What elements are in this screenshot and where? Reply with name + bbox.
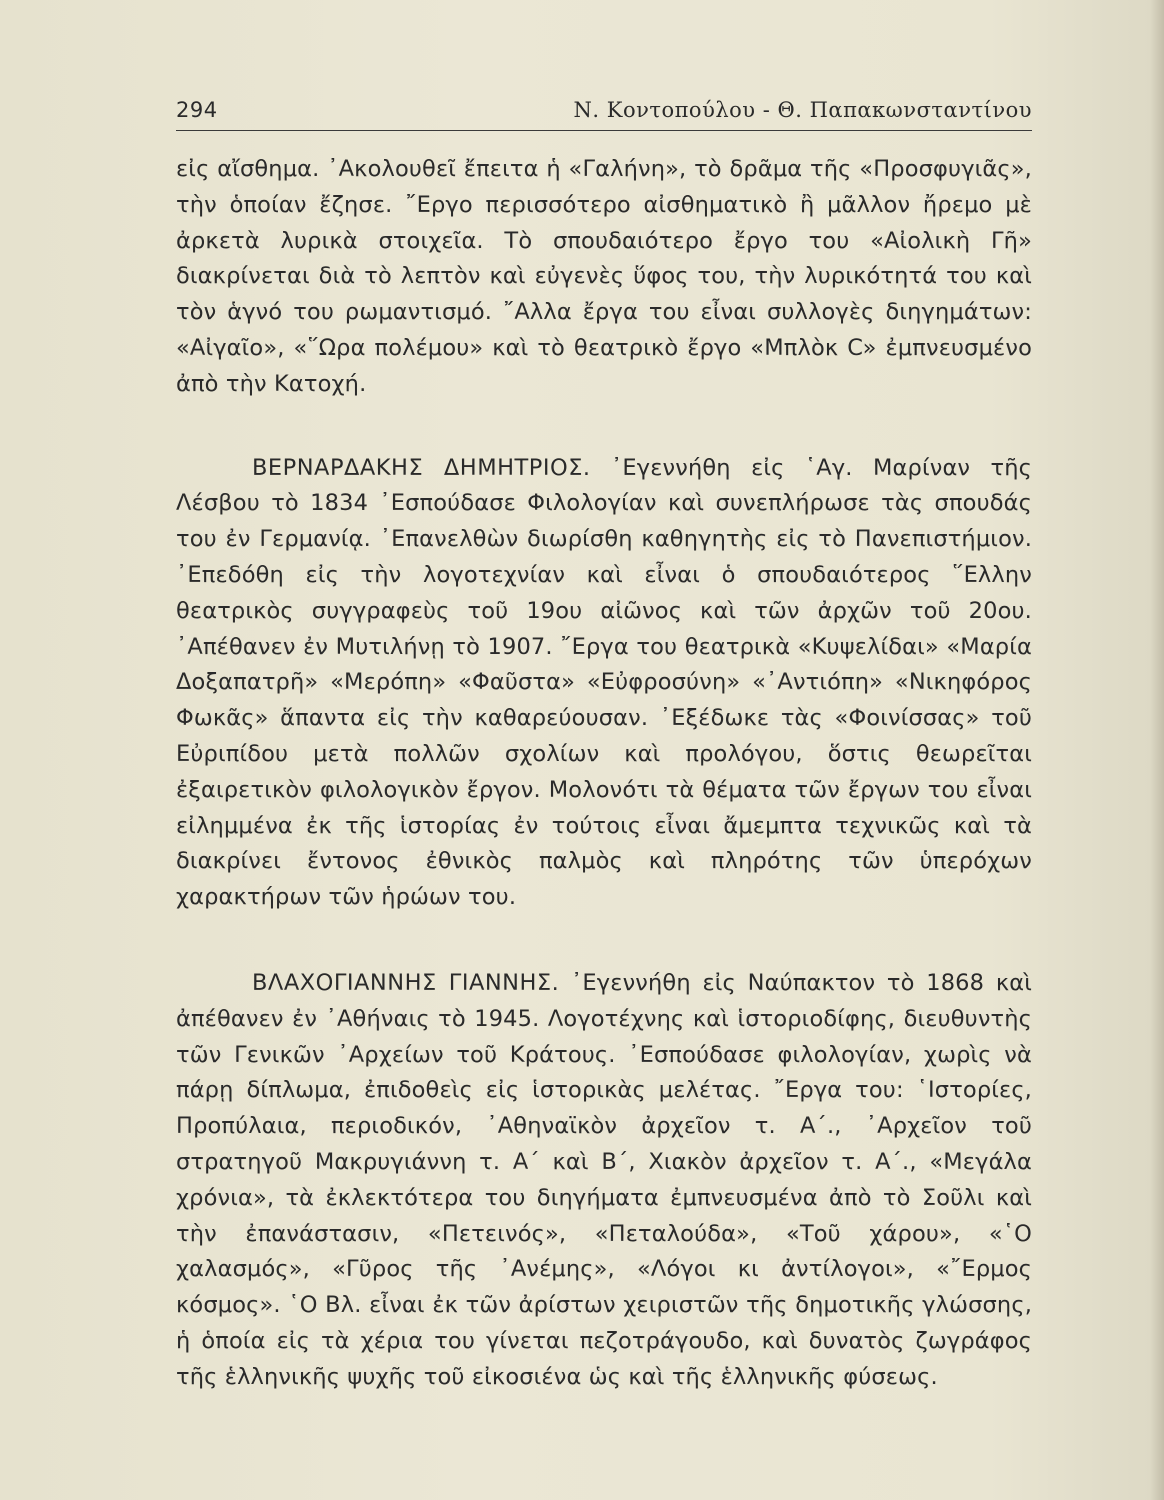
entry-name: ΒΕΡΝΑΡΔΑΚΗΣ ΔΗΜΗΤΡΙΟΣ. [252, 454, 591, 481]
paragraph-text: εἰς αἴσθημα. ᾿Ακολουθεῖ ἔπειτα ἡ «Γαλήνη», τὸ δρᾶμα τῆς «Προσφυγιᾶς», τὴν ὁποίαν ἔζησε. ῎Εργο περισσότερο αἰσθηματικὸ ἢ μᾶλλον ἤρεμο μὲ ἀρκετὰ λυρικὰ στοιχεῖα. Τὸ σπουδαιότερο ἔργο του «Αἰολικὴ Γῆ» διακρίνεται διὰ τὸ λεπτὸν καὶ εὐγενὲς ὕφος του, τὴν λυρικότητά του καὶ τὸν ἁγνό του ρωμαντισμό. ῎Αλλα ἔργα του εἶναι συλλογὲς διηγημάτων: «Αἰγαῖο», «῞Ωρα πολέμου» καὶ τὸ θεατρικὸ ἔργο «Μπλὸκ C» ἐμπνευσμένο ἀπὸ τὴν Κατοχή. [176, 156, 1032, 397]
paragraph-gap [176, 916, 1032, 966]
entry-text: ᾿Εγεννήθη εἰς Ναύπακτον τὸ 1868 καὶ ἀπέθανεν ἐν ᾿Αθήναις τὸ 1945. Λογοτέχνης καὶ ἱστοριοδίφης, διευθυντὴς τῶν Γενικῶν ᾿Αρχείων τοῦ Κράτους. ᾿Εσπούδασε φιλολογίαν, χωρὶς νὰ πάρῃ δίπλωμα, ἐπιδοθεὶς εἰς ἱστορικὰς μελέτας. ῎Εργα του: ῾Ιστορίες, Προπύλαια, περιοδικόν, ᾿Αθηναϊκὸν ἀρχεῖον τ. Α΄., ᾿Αρχεῖον τοῦ στρατηγοῦ Μακρυγιάννη τ. Α΄ καὶ Β΄, Χιακὸν ἀρχεῖον τ. Α΄., «Μεγάλα χρόνια», τὰ ἐκλεκτότερα του διηγήματα ἐμπνευσμένα ἀπὸ τὸ Σοῦλι καὶ τὴν ἐπανάστασιν, «Πετεινός», «Πεταλούδα», «Τοῦ χάρου», «῾Ο χαλασμός», «Γῦρος τῆς ᾿Ανέμης», «Λόγοι κι ἀντίλογοι», «῎Ερμος κόσμος». ῾Ο Βλ. εἶναι ἐκ τῶν ἀρίστων χειριστῶν τῆς δημοτικῆς γλώσσης, ἡ ὁποία εἰς τὰ χέρια του γίνεται πεζοτράγουδο, καὶ δυνατὸς ζωγράφος τῆς ἑλληνικῆς ψυχῆς τοῦ εἰκοσιένα ὡς καὶ τῆς ἑλληνικῆς φύσεως. [176, 969, 1032, 1390]
page-header [176, 96, 1032, 131]
running-head: Ν. Κοντοπούλου - Θ. Παπακωνσταντίνου [573, 98, 1032, 122]
entry-name: ΒΛΑΧΟΓΙΑΝΝΗΣ ΓΙΑΝΝΗΣ. [252, 969, 560, 996]
paragraph-gap [176, 403, 1032, 451]
page-edge-shadow [1150, 0, 1164, 1500]
body-text [176, 152, 1032, 1396]
page-number: 294 [176, 98, 218, 122]
entry-text: ᾿Εγεννήθη εἰς ῾Αγ. Μαρίναν τῆς Λέσβου τὸ 1834 ᾿Εσπούδασε Φιλολογίαν καὶ συνεπλήρωσε τὰς σπουδάς του ἐν Γερμανίᾳ. ᾿Επανελθὼν διωρίσθη καθηγητὴς εἰς τὸ Πανεπιστήμιον. ᾿Επεδόθη εἰς τὴν λογοτεχνίαν καὶ εἶναι ὁ σπουδαιότερος ῞Ελλην θεατρικὸς συγγραφεὺς τοῦ 19ου αἰῶνος καὶ τῶν ἀρχῶν τοῦ 20ου. ᾿Απέθανεν ἐν Μυτιλήνῃ τὸ 1907. ῎Εργα του θεατρικὰ «Κυψελίδαι» «Μαρία Δοξαπατρῆ» «Μερόπη» «Φαῦστα» «Εὐφροσύνη» «᾿Αντιόπη» «Νικηφόρος Φωκᾶς» ἅπαντα εἰς τὴν καθαρεύουσαν. ᾿Εξέδωκε τὰς «Φοινίσσας» τοῦ Εὐριπίδου μετὰ πολλῶν σχολίων καὶ προλόγου, ὅστις θεωρεῖται ἐξαιρετικὸν φιλολογικὸν ἔργον. Μολονότι τὰ θέματα τῶν ἔργων του εἶναι εἰλημμένα ἐκ τῆς ἱστορίας ἐν τούτοις εἶναι ἄμεμπτα τεχνικῶς καὶ τὰ διακρίνει ἔντονος ἐθνικὸς παλμὸς καὶ πληρότης τῶν ὑπερόχων χαρακτήρων τῶν ἡρώων του. [176, 454, 1032, 911]
entry-vernardakis [176, 451, 1032, 916]
entry-vlachogiannis [176, 966, 1032, 1396]
paragraph-continuation [176, 152, 1032, 403]
